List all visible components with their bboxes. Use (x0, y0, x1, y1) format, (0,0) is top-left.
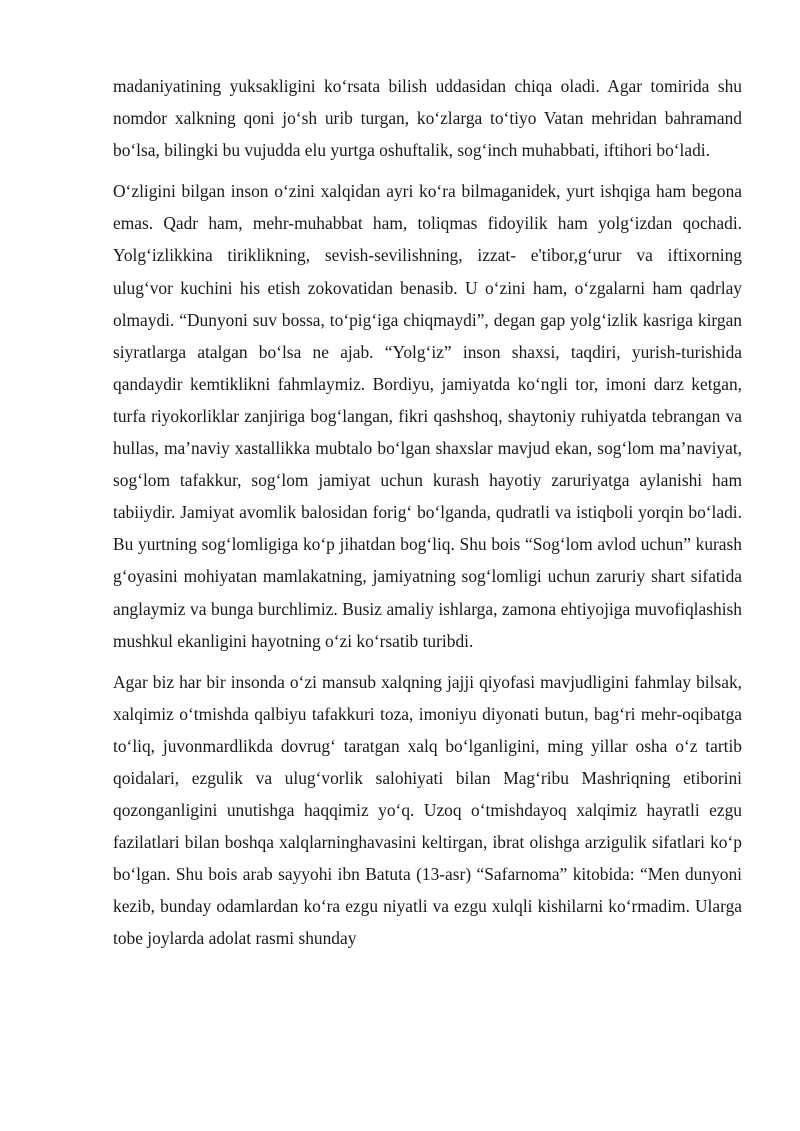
body-text (113, 70, 742, 964)
paragraph-3: Agar biz har bir insonda o‘zi mansub xalqning jajji qiyofasi mavjudligini fahmlay bilsak, xalqimiz o‘tmishda qalbiyu tafakkuri toza, imoniyu diyonati butun, bag‘ri mehr-oqibatga to‘liq, juvonmardlikda dovrug‘ taratgan xalq bo‘lganligini, ming yillar osha o‘z tartib qoidalari, ezgulik va ulug‘vorlik salohiyati bilan Mag‘ribu Mashriqning etiborini qozonganligini unutishga haqqimiz yo‘q. Uzoq o‘tmishdayoq xalqimiz hayratli ezgu fazilatlari bilan boshqa xalqlarninghavasini keltirgan, ibrat olishga arzigulik sifatlari ko‘p bo‘lgan. Shu bois arab sayyohi ibn Batuta (13-asr) “Safarnoma” kitobida: “Men dunyoni kezib, bunday odamlardan ko‘ra ezgu niyatli va ezgu xulqli kishilarni ko‘rmadim. Ularga tobe joylarda adolat rasmi shunday (113, 671, 742, 949)
paragraph-2: O‘zligini bilgan inson o‘zini xalqidan ayri ko‘ra bilmaganidek, yurt ishqiga ham begona emas. Qadr ham, mehr-muhabbat ham, toliqmas fidoyilik ham yolg‘izdan qochadi. Yolg‘izlikkina tiriklikning, sevish-sevilishning, izzat- e'tibor,g‘urur va iftixorning ulug‘vor kuchini his etish zokovatidan benasib. U o‘zini ham, o‘zgalarni ham qadrlay olmaydi. “Dunyoni suv bossa, to‘pig‘iga chiqmaydi”, degan gap yolg‘izlik kasriga kirgan siyratlarga atalgan bo‘lsa ne ajab. “Yolg‘iz” inson shaxsi, taqdiri, yurish-turishida qandaydir kemtiklikni fahmlaymiz. Bordiyu, jamiyatda ko‘ngli tor, imoni darz ketgan, turfa riyokorliklar zanjiriga bog‘langan, fikri qashshoq, shaytoniy ruhiyatda tebrangan va hullas, ma’naviy xastallikka mubtalo bo‘lgan shaxslar mavjud ekan, sog‘lom ma’naviyat, sog‘lom tafakkur, sog‘lom jamiyat uchun kurash hayotiy zaruriyatga aylanishi ham tabiiydir. Jamiyat avomlik balosidan forig‘ bo‘lganda, qudratli va istiqboli yorqin bo‘ladi. Bu yurtning sog‘lomligiga ko‘p jihatdan bog‘liq. Shu bois “Sog‘lom avlod uchun” kurash g‘oyasini mohiyatan mamlakatning, jamiyatning sog‘lomligi uchun zaruriy shart sifatida anglaymiz va bunga burchlimiz. Busiz amaliy ishlarga, zamona ehtiyojiga muvofiqlashish mushkul ekanligini hayotning o‘zi ko‘rsatib turibdi. (113, 181, 742, 651)
paragraph-1: madaniyatining yuksakligini ko‘rsata bilish uddasidan chiqa oladi. Agar tomirida shu nomdor xalkning qoni jo‘sh urib turgan, ko‘zlarga to‘tiyo Vatan mehridan bahramand bo‘lsa, bilingki bu vujudda elu yurtga oshuftalik, sog‘inch muhabbati, iftihori bo‘ladi. (113, 76, 742, 161)
